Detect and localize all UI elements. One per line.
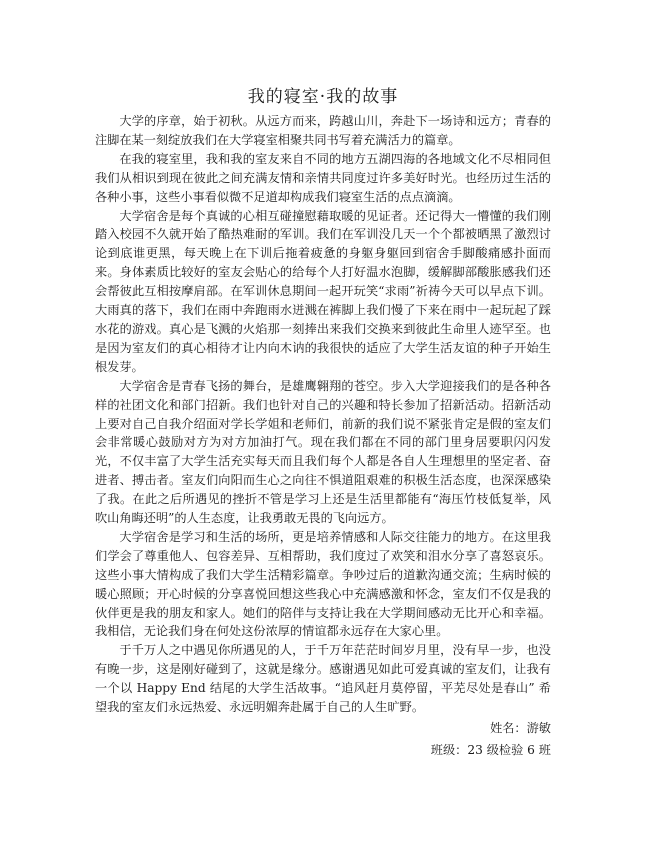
document-page	[95, 86, 551, 761]
paragraph-3: 大学宿舍是每个真诚的心相互碰撞慰藉取暖的见证者。还记得大一懵懂的我们刚踏入校园不久就开始了酷热难耐的军训。我们在军训没几天一个个都被晒黑了激烈讨论到底谁更黑，每天晚上在下训后拖着疲惫的身躯身躯回到宿舍手脚酸痛感扑面而来。身体素质比较好的室友会贴心的给每个人打好温水泡脚，缓解脚部酸胀感我们还会帮彼此互相按摩肩部。在军训休息期间一起开玩笑“求雨”祈祷今天可以早点下训。大雨真的落下，我们在雨中奔跑雨水迸溅在裤脚上我们慢了下来在雨中一起玩起了踩水花的游戏。真心是飞溅的火焰那一刻捧出来我们交换来到彼此生命里人迹罕至。也是因为室友们的真心相待才让内向木讷的我很快的适应了大学生活友谊的种子开始生根发芽。	[95, 208, 551, 374]
paragraph-2: 在我的寝室里，我和我的室友来自不同的地方五湖四海的各地域文化不尽相同但我们从相识到现在彼此之间充满友情和亲情共同度过许多美好时光。也经历过生活的各种小事，这些小事看似微不足道却构成我们寝室生活的点点滴滴。	[95, 151, 551, 204]
author-name: 姓名：游敏	[490, 721, 551, 735]
paragraph-4: 大学宿舍是青春飞扬的舞台，是雄鹰翱翔的苍空。步入大学迎接我们的是各种各样的社团文化和部门招新。我们也针对自己的兴趣和特长参加了招新活动。招新活动上要对自己自我介绍面对学长学姐和老师们，前新的我们说不紧张肯定是假的室友们会非常暖心鼓励对方为对方加油打气。现在我们都在不同的部门里身居要职闪闪发光，不仅丰富了大学生活充实每天而且我们每个人都是各自人生理想里的坚定者、奋进者、搏击者。室友们向阳而生心之向往不惧道阻艰难的积极生活态度，也深深感染了我。在此之后所遇见的挫折不管是学习上还是生活里都能有“海压竹枝低复举，风吹山角晦还明”的人生态度，让我勇敢无畏的飞向远方。	[95, 378, 551, 526]
author-class: 班级：23 级检验 6 班	[430, 743, 551, 757]
paragraph-5: 大学宿舍是学习和生活的场所，更是培养情感和人际交往能力的地方。在这里我们学会了尊重他人、包容差异、互相帮助，我们度过了欢笑和泪水分享了喜怒哀乐。这些小事大情构成了我们大学生活精彩篇章。争吵过后的道歉沟通交流；生病时候的暖心照顾；开心时候的分享喜悦回想这些我心中充满感激和怀念，室友们不仅是我的伙伴更是我的朋友和家人。她们的陪伴与支持让我在大学期间感动无比开心和幸福。我相信，无论我们身在何处这份浓厚的情谊都永远存在大家心里。	[95, 529, 551, 639]
paragraph-1: 大学的序章，始于初秋。从远方而来，跨越山川，奔赴下一场诗和远方；青春的注脚在某一刻绽放我们在大学寝室相聚共同书写着充满活力的篇章。	[95, 114, 551, 147]
document-title: 我的寝室·我的故事	[247, 87, 399, 107]
paragraph-6: 于千万人之中遇见你所遇见的人，于千万年茫茫时间岁月里，没有早一步，也没有晚一步，这是刚好碰到了，这就是缘分。感谢遇见如此可爱真诚的室友们，让我有一个以 Happy End 结尾的大学生活故事。“追风赶月莫停留，平芜尽处是春山” 希望我的室友们永远热爱、永远明媚奔赴属于自己的人生旷野。	[95, 643, 551, 715]
